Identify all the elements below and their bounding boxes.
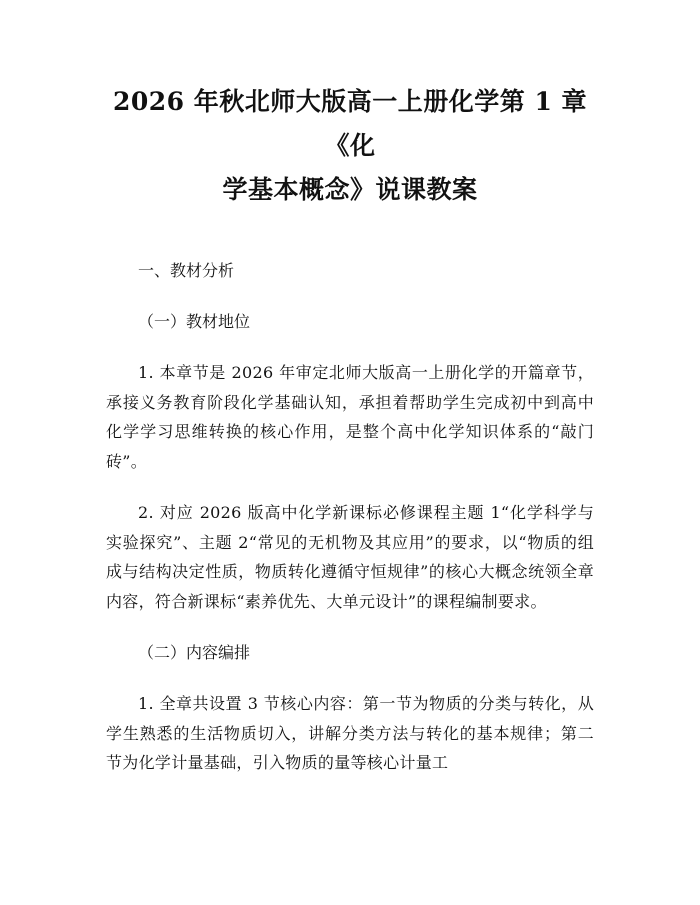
document-title: [106, 80, 594, 212]
title-line-2: 学基本概念》说课教案: [222, 175, 478, 204]
paragraph-position-2: 2. 对应 2026 版高中化学新课标必修课程主题 1“化学科学与实验探究”、主题 2“常见的无机物及其应用”的要求，以“物质的组成与结构决定性质，物质转化遵循守恒规律”的核心大概念统领全章内容，符合新课标“素养优先、大单元设计”的课程编制要求。: [106, 503, 594, 611]
paragraph-arrangement-1: 1. 全章共设置 3 节核心内容：第一节为物质的分类与转化，从学生熟悉的生活物质切入，讲解分类方法与转化的基本规律；第二节为化学计量基础，引入物质的量等核心计量工: [106, 694, 594, 772]
section-heading-textbook-analysis: 一、教材分析: [138, 261, 235, 280]
title-line-1: 2026 年秋北师大版高一上册化学第 1 章《化: [112, 87, 588, 160]
subsection-heading-textbook-position: （一）教材地位: [138, 312, 251, 331]
paragraph-position-1: 1. 本章节是 2026 年审定北师大版高一上册化学的开篇章节，承接义务教育阶段化学基础认知，承担着帮助学生完成初中到高中化学学习思维转换的核心作用，是整个高中化学知识体系的“敲门砖”。: [106, 363, 594, 471]
subsection-heading-content-arrangement: （二）内容编排: [138, 643, 251, 662]
